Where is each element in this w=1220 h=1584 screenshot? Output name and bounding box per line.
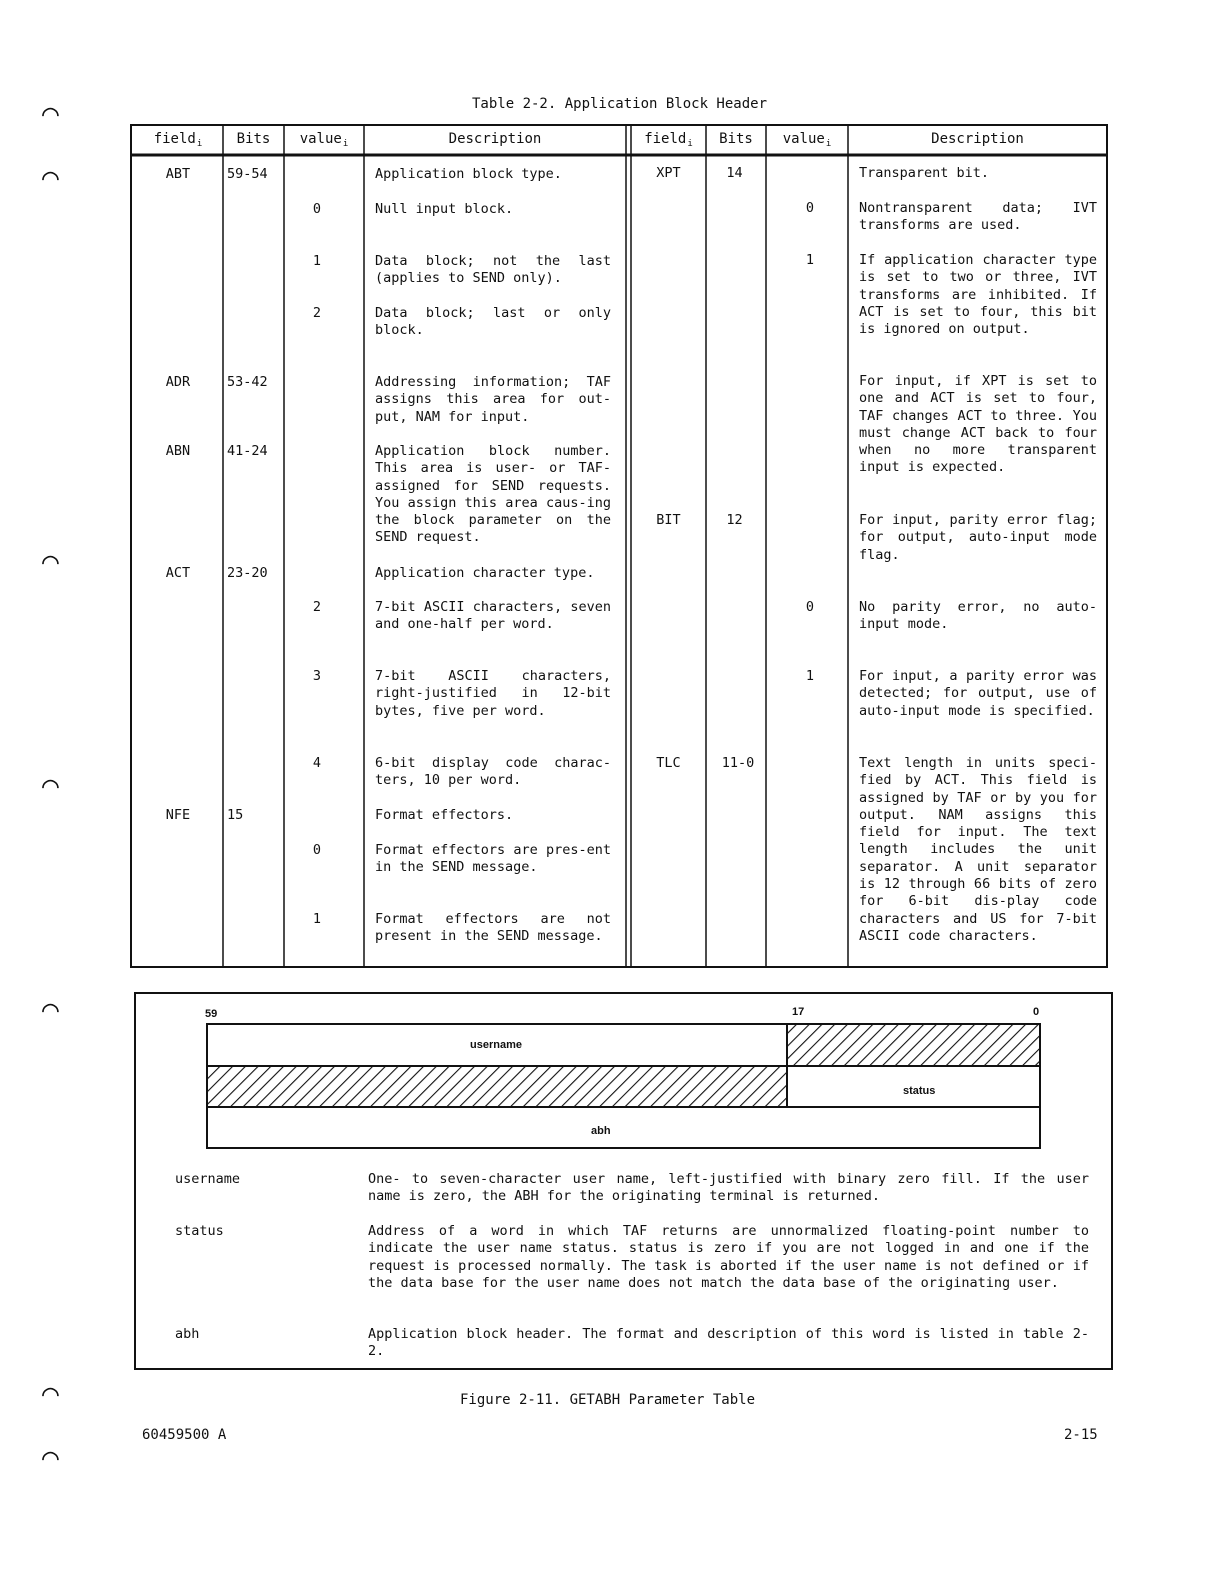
binder-hole-mark-7: ⌒ <box>42 1440 59 1473</box>
field-value: 0 <box>805 599 815 615</box>
header-value-right: value$_i$ <box>782 131 832 149</box>
document-number: 60459500 A <box>142 1427 227 1443</box>
param-name: username <box>175 1171 241 1187</box>
field-description: No parity error, no auto-input mode. <box>859 599 1097 633</box>
header-description-left: Description <box>448 131 542 147</box>
field-name: ABT <box>165 166 191 182</box>
field-bits: 53-42 <box>227 374 268 390</box>
field-value: 2 <box>312 305 322 321</box>
param-name: abh <box>175 1326 200 1342</box>
field-name: NFE <box>165 807 191 823</box>
field-name: XPT <box>656 165 681 181</box>
field-description: Application block type. <box>375 166 562 182</box>
field-description: Format effectors are pres-ent in the SEND message. <box>375 842 611 876</box>
field-name: BIT <box>656 512 681 528</box>
field-description: Format effectors. <box>375 807 514 823</box>
binder-hole-mark-2: ⌒ <box>42 160 59 193</box>
field-name: ACT <box>165 565 191 581</box>
binder-hole-mark-4: ⌒ <box>42 768 59 801</box>
field-value: 2 <box>312 599 322 615</box>
field-description: Application block number. This area is user- or TAF-assigned for SEND requests. You assign this area caus-ing the block parameter on the SEND request. <box>375 443 611 546</box>
field-description: Format effectors are not present in the SEND message. <box>375 911 611 945</box>
field-value: 0 <box>805 200 815 216</box>
param-description: Address of a word in which TAF returns are unnormalized floating-point number to indicate the user name status. status is zero if you are not logged in and one if the request is processed normally. The task is aborted if the user name is not defined or if the data base for the user name does not match the data base of the originating user. <box>368 1223 1089 1291</box>
header-bits-right: Bits <box>719 131 753 147</box>
param-name: status <box>175 1223 224 1239</box>
hatched-unused-bits <box>207 1066 787 1107</box>
field-bits: 23-20 <box>227 565 268 581</box>
field-bits: 14 <box>726 165 743 181</box>
field-description: Transparent bit. <box>859 165 990 181</box>
word-label-username: username <box>470 1039 522 1051</box>
word-label-status: status <box>903 1085 936 1097</box>
field-value: 4 <box>312 755 322 771</box>
field-bits: 41-24 <box>227 443 268 459</box>
field-value: 3 <box>312 668 322 684</box>
param-description: One- to seven-character user name, left-justified with binary zero fill. If the user name is zero, the ABH for the originating terminal is returned. <box>368 1171 1089 1205</box>
field-description: Text length in units speci-fied by ACT. This field is assigned by TAF or by you for output. NAM assigns this field for input. The text length includes the unit separator. A unit separator is 12 through 66 bits of zero for 6-bit dis-play code characters and US for 7-bit ASCII code characters. <box>859 755 1097 944</box>
field-description: If application character type is set to two or three, IVT transforms are inhibited. If ACT is set to four, this bit is ignored on output. <box>859 252 1097 338</box>
field-bits: 15 <box>227 807 244 823</box>
figure-caption: Figure 2-11. GETABH Parameter Table <box>460 1392 756 1408</box>
field-value: 1 <box>805 252 815 268</box>
field-name: ADR <box>165 374 191 390</box>
table-title: Table 2-2. Application Block Header <box>472 96 768 112</box>
field-description: Data block; not the last (applies to SEND only). <box>375 253 611 287</box>
field-value: 1 <box>312 911 322 927</box>
field-value: 1 <box>805 668 815 684</box>
field-description: Null input block. <box>375 201 514 217</box>
header-bits-left: Bits <box>236 131 271 147</box>
field-value: 1 <box>312 253 322 269</box>
word-label-abh: abh <box>591 1125 611 1137</box>
field-description: 7-bit ASCII characters, right-justified in 12-bit bytes, five per word. <box>375 668 611 719</box>
bit-label: 59 <box>205 1008 218 1020</box>
field-description: Data block; last or only block. <box>375 305 611 339</box>
header-field-right: field$_i$ <box>644 131 693 149</box>
binder-hole-mark-1: ⌒ <box>42 96 59 129</box>
field-description: For input, if XPT is set to one and ACT is set to four, TAF changes ACT to three. You must change ACT back to four when no more transparent input is expected. <box>859 373 1097 476</box>
field-description: For input, a parity error was detected; for output, use of auto-input mode is specified. <box>859 668 1097 719</box>
bit-label: 0 <box>1033 1006 1040 1018</box>
field-bits: 12 <box>726 512 743 528</box>
field-bits: 11-0 <box>721 755 755 771</box>
field-name: ABN <box>165 443 191 459</box>
binder-hole-mark-5: ⌒ <box>42 992 59 1025</box>
field-value: 0 <box>312 201 322 217</box>
field-description: 6-bit display code charac-ters, 10 per word. <box>375 755 611 789</box>
field-value: 0 <box>312 842 322 858</box>
hatched-unused-bits <box>787 1024 1040 1066</box>
field-description: 7-bit ASCII characters, seven and one-half per word. <box>375 599 611 633</box>
field-description: Application character type. <box>375 565 595 581</box>
param-description: Application block header. The format and description of this word is listed in table 2-2. <box>368 1326 1089 1360</box>
binder-hole-mark-6: ⌒ <box>42 1376 59 1409</box>
header-description-right: Description <box>931 131 1024 147</box>
bit-label: 17 <box>792 1006 805 1018</box>
page-number: 2-15 <box>1064 1427 1098 1443</box>
binder-hole-mark-3: ⌒ <box>42 544 59 577</box>
header-value-left: value$_i$ <box>299 131 349 149</box>
field-bits: 59-54 <box>227 166 268 182</box>
field-description: For input, parity error flag; for output, auto-input mode flag. <box>859 512 1097 563</box>
field-name: TLC <box>656 755 681 771</box>
field-description: Nontransparent data; IVT transforms are used. <box>859 200 1097 234</box>
header-field-left: field$_i$ <box>153 131 203 149</box>
field-description: Addressing information; TAF assigns this area for out-put, NAM for input. <box>375 374 611 425</box>
